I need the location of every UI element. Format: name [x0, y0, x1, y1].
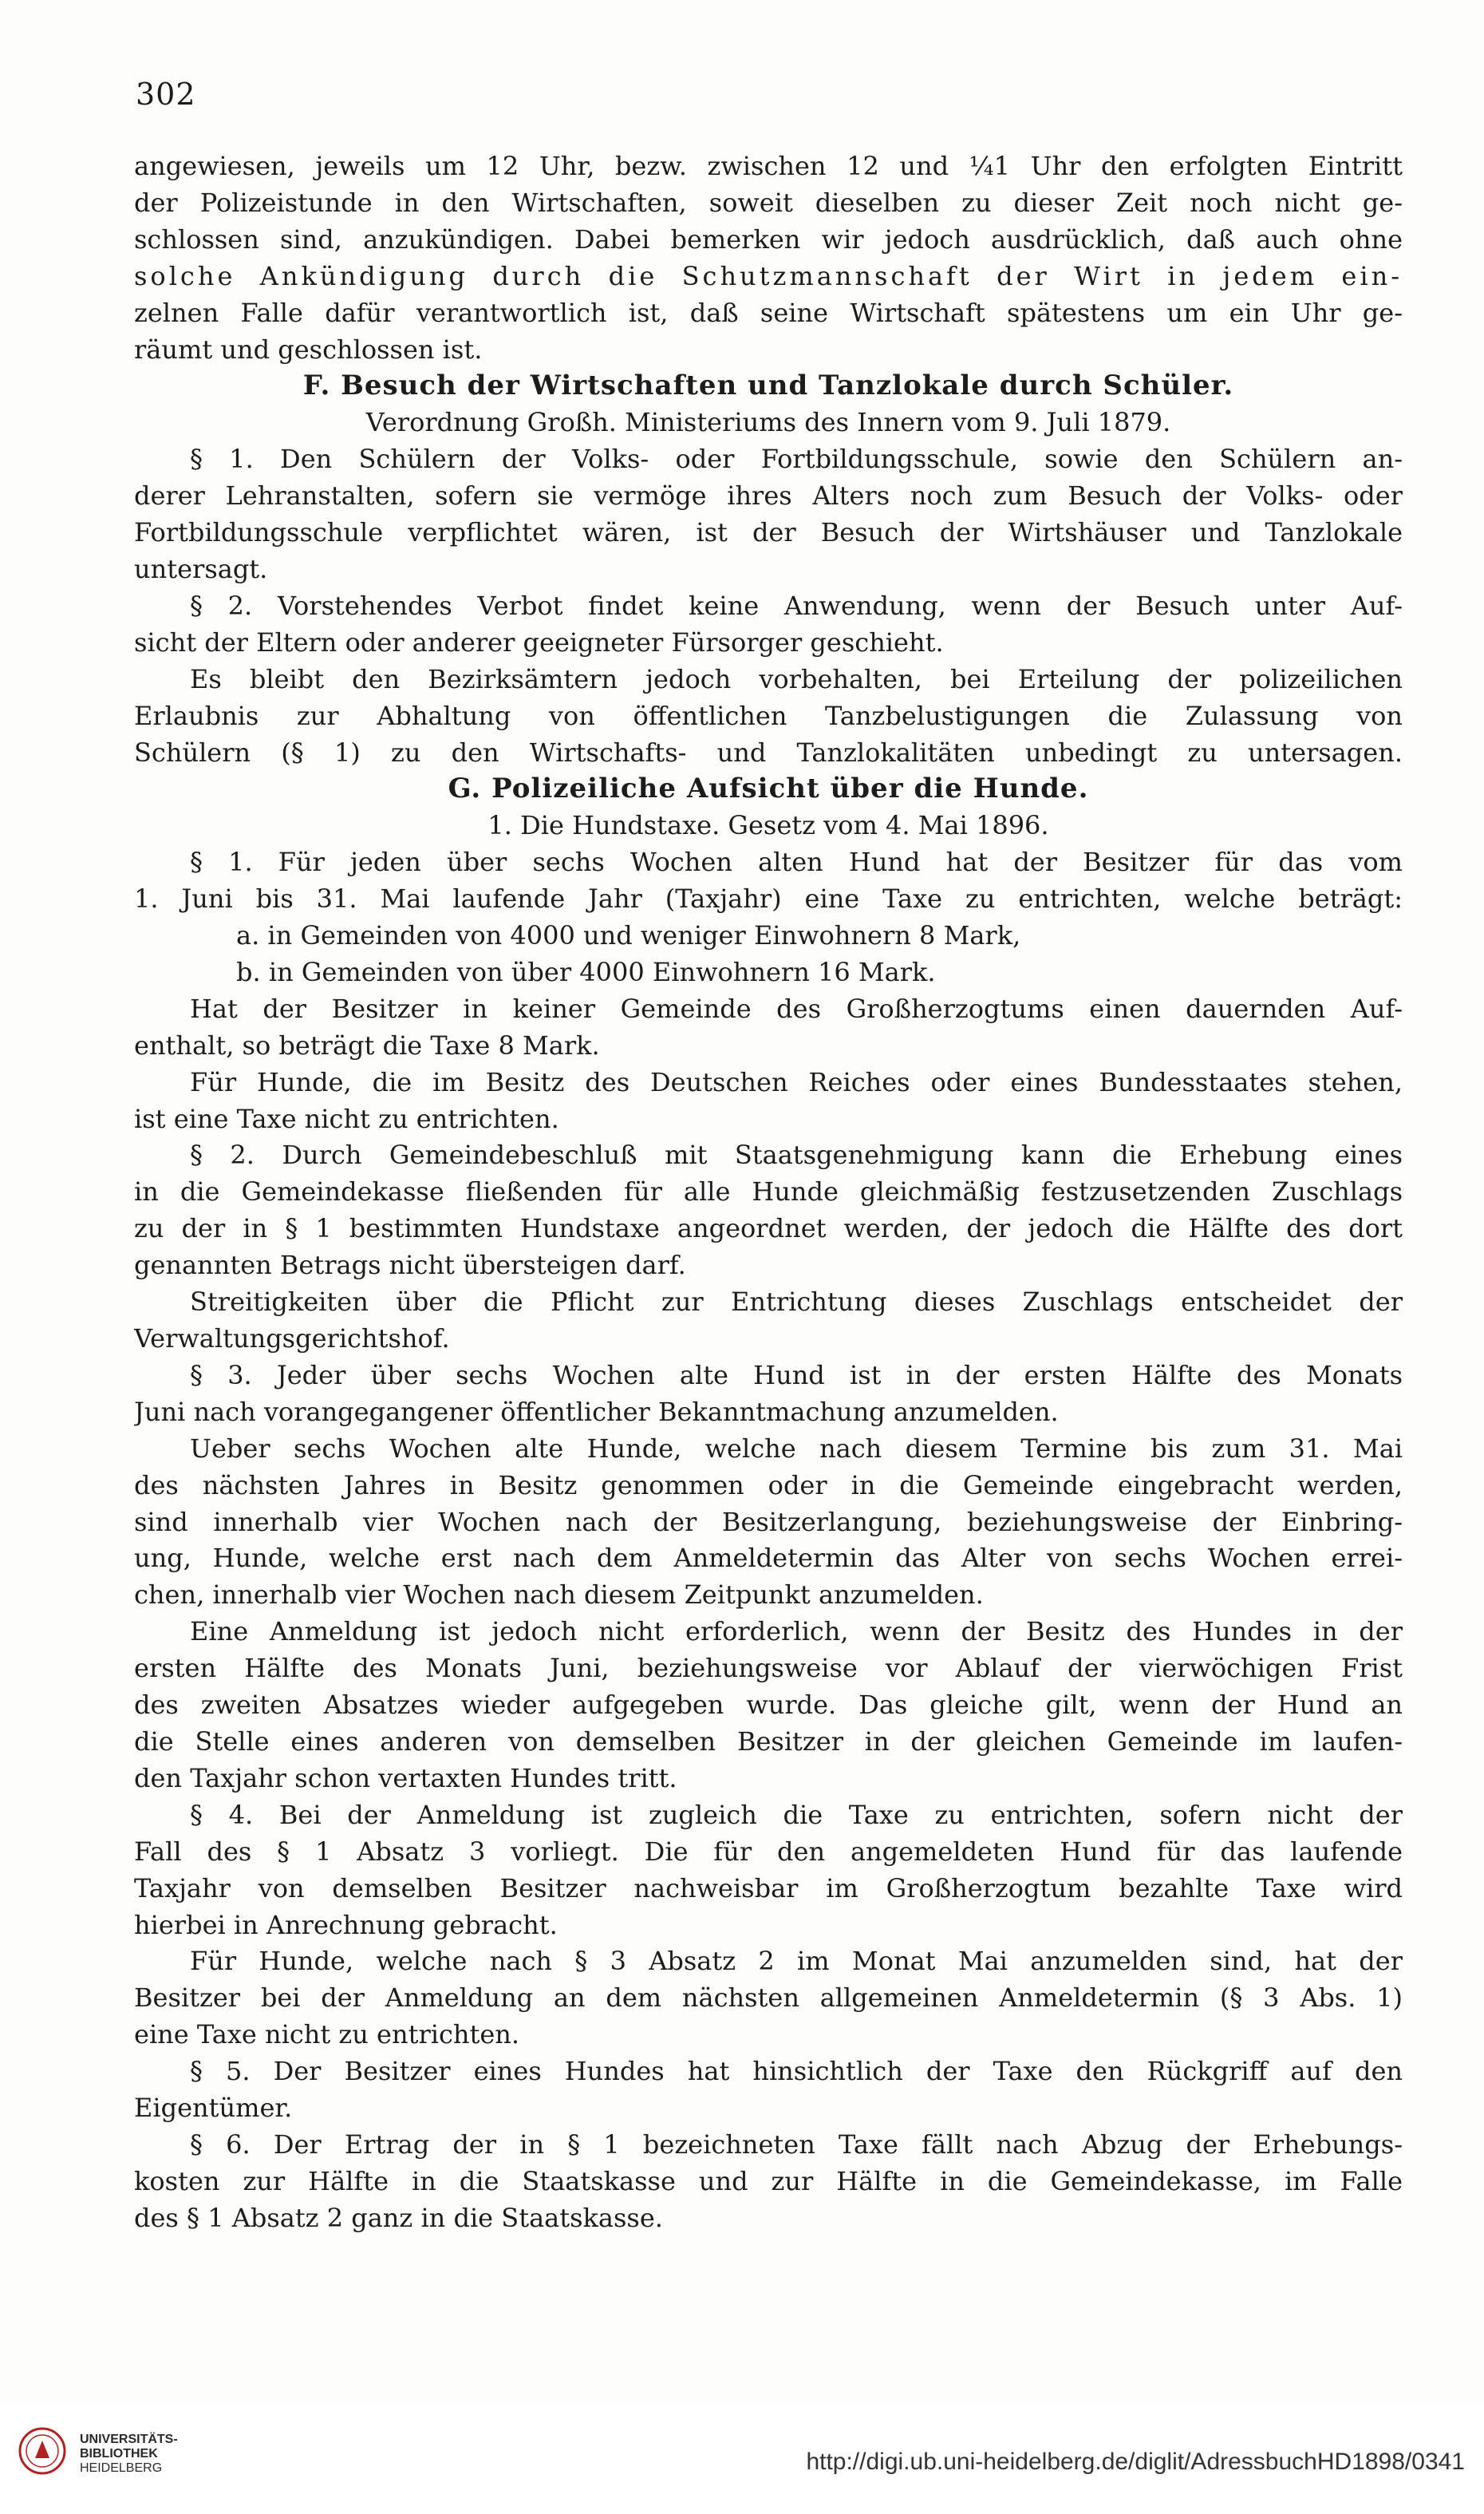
text-line: des nächsten Jahres in Besitz genommen oder in die Gemeinde eingebracht werden, — [134, 1469, 1403, 1500]
text-line: Eine Anmeldung ist jedoch nicht erforderlich, wenn der Besitz des Hundes in der — [190, 1616, 1403, 1647]
text-line: des zweiten Absatzes wieder aufgegeben wurde. Das gleiche gilt, wenn der Hund an — [134, 1690, 1403, 1721]
text-line: a. in Gemeinden von 4000 und weniger Einwohnern 8 Mark, — [236, 920, 1021, 951]
library-logo-text — [80, 2433, 178, 2476]
text-line: zelnen Falle dafür verantwortlich ist, daß seine Wirtschaft spätestens um ein Uhr ge- — [134, 297, 1403, 328]
logo-line: UNIVERSITÄTS- — [80, 2433, 178, 2446]
text-line: kosten zur Hälfte in die Staatskasse und zur Hälfte in die Gemeindekasse, im Falle — [134, 2165, 1403, 2196]
text-line: 1. Juni bis 31. Mai laufende Jahr (Taxjahr) eine Taxe zu entrichten, welche beträgt: — [134, 883, 1403, 915]
footer-bar — [0, 2402, 1484, 2514]
page-text — [134, 148, 1403, 2237]
text-line: ersten Hälfte des Monats Juni, beziehungsweise vor Ablauf der vierwöchigen Frist — [134, 1653, 1403, 1684]
text-line: enthalt, so beträgt die Taxe 8 Mark. — [134, 1030, 600, 1061]
text-line: sicht der Eltern oder anderer geeigneter Fürsorger geschieht. — [134, 627, 944, 658]
text-line: den Taxjahr schon vertaxten Hundes tritt. — [134, 1762, 677, 1793]
source-url-link[interactable]: http://digi.ub.uni-heidelberg.de/diglit/AdressbuchHD1898/0341 — [806, 2449, 1465, 2475]
text-line: ist eine Taxe nicht zu entrichten. — [134, 1103, 559, 1134]
text-line: § 3. Jeder über sechs Wochen alte Hund ist in der ersten Hälfte des Monats — [190, 1359, 1403, 1390]
text-line: Taxjahr von demselben Besitzer nachweisbar im Großherzogtum bezahlte Taxe wird — [134, 1872, 1403, 1903]
text-line: Schülern (§ 1) zu den Wirtschafts- und Tanzlokalitäten unbedingt zu untersagen. — [134, 737, 1403, 768]
section-heading: F. Besuch der Wirtschaften und Tanzlokale durch Schüler. — [302, 370, 1234, 402]
text-line: zu der in § 1 bestimmten Hundstaxe angeordnet werden, der jedoch die Hälfte des dort — [134, 1213, 1403, 1244]
text-line: § 2. Vorstehendes Verbot findet keine Anwendung, wenn der Besuch unter Auf- — [190, 590, 1403, 621]
section-subheading: 1. Die Hundstaxe. Gesetz vom 4. Mai 1896. — [487, 810, 1049, 841]
text-line: Fortbildungsschule verpflichtet wären, ist der Besuch der Wirtshäuser und Tanzlokale — [134, 517, 1403, 548]
text-line: des § 1 Absatz 2 ganz in die Staatskasse. — [134, 2202, 663, 2233]
text-line: untersagt. — [134, 553, 268, 584]
text-line: Fall des § 1 Absatz 3 vorliegt. Die für den angemeldeten Hund für das laufende — [134, 1836, 1403, 1867]
text-line: b. in Gemeinden von über 4000 Einwohnern 16 Mark. — [236, 956, 936, 987]
text-line: derer Lehranstalten, sofern sie vermöge ihres Alters noch zum Besuch der Volks- oder — [134, 480, 1403, 512]
text-line: § 1. Für jeden über sechs Wochen alten Hund hat der Besitzer für das vom — [190, 847, 1403, 878]
text-line: die Stelle eines anderen von demselben Besitzer in der gleichen Gemeinde im laufen- — [134, 1725, 1403, 1757]
text-line: eine Taxe nicht zu entrichten. — [134, 2019, 520, 2050]
text-line: Erlaubnis zur Abhaltung von öffentlichen Tanzbelustigungen die Zulassung von — [134, 700, 1403, 731]
university-seal-icon — [18, 2426, 67, 2476]
text-line: hierbei in Anrechnung gebracht. — [134, 1909, 558, 1940]
text-line: Hat der Besitzer in keiner Gemeinde des Großherzogtums einen dauernden Auf- — [190, 993, 1403, 1024]
text-line: Besitzer bei der Anmeldung an dem nächsten allgemeinen Anmeldetermin (§ 3 Abs. 1) — [134, 1982, 1403, 2014]
text-line: in die Gemeindekasse fließenden für alle Hunde gleichmäßig festzusetzenden Zuschlags — [134, 1176, 1403, 1208]
section-subheading: Verordnung Großh. Ministeriums des Innern vom 9. Juli 1879. — [365, 407, 1171, 438]
text-line: § 1. Den Schülern der Volks- oder Fortbildungsschule, sowie den Schülern an- — [190, 444, 1403, 475]
section-heading: G. Polizeiliche Aufsicht über die Hunde. — [448, 773, 1089, 805]
text-line: § 6. Der Ertrag der in § 1 bezeichneten Taxe fällt nach Abzug der Erhebungs- — [190, 2129, 1403, 2160]
logo-line: BIBLIOTHEK — [80, 2447, 158, 2461]
text-line: Verwaltungsgerichtshof. — [134, 1323, 450, 1354]
text-line: Streitigkeiten über die Pflicht zur Entrichtung dieses Zuschlags entscheidet der — [190, 1287, 1403, 1318]
text-line: Es bleibt den Bezirksämtern jedoch vorbehalten, bei Erteilung der polizeilichen — [190, 663, 1403, 694]
text-line: der Polizeistunde in den Wirtschaften, soweit dieselben zu dieser Zeit noch nicht ge- — [134, 187, 1403, 218]
text-line: Juni nach vorangegangener öffentlicher Bekanntmachung anzumelden. — [134, 1396, 1059, 1427]
text-line: chen, innerhalb vier Wochen nach diesem Zeitpunkt anzumelden. — [134, 1579, 984, 1611]
text-line: ung, Hunde, welche erst nach dem Anmeldetermin das Alter von sechs Wochen errei- — [134, 1543, 1403, 1574]
text-line: genannten Betrags nicht übersteigen darf. — [134, 1250, 686, 1281]
logo-line: HEIDELBERG — [80, 2461, 163, 2475]
text-line: Für Hunde, welche nach § 3 Absatz 2 im Monat Mai anzumelden sind, hat der — [190, 1946, 1403, 1977]
text-line: schlossen sind, anzukündigen. Dabei bemerken wir jedoch ausdrücklich, daß auch ohne — [134, 223, 1403, 255]
text-line: § 4. Bei der Anmeldung ist zugleich die Taxe zu entrichten, sofern nicht der — [190, 1799, 1403, 1830]
page-number: 302 — [136, 77, 196, 112]
text-line: § 5. Der Besitzer eines Hundes hat hinsichtlich der Taxe den Rückgriff auf den — [190, 2056, 1403, 2087]
text-line: sind innerhalb vier Wochen nach der Besitzerlangung, beziehungsweise der Einbring- — [134, 1506, 1403, 1537]
text-line: solche Ankündigung durch die Schutzmannschaft der Wirt in jedem ein- — [134, 260, 1403, 291]
text-line: Eigentümer. — [134, 2093, 293, 2124]
text-line: Für Hunde, die im Besitz des Deutschen Reiches oder eines Bundesstaates stehen, — [190, 1066, 1403, 1097]
text-line: § 2. Durch Gemeindebeschluß mit Staatsgenehmigung kann die Erhebung eines — [190, 1140, 1403, 1171]
text-line: Ueber sechs Wochen alte Hunde, welche nach diesem Termine bis zum 31. Mai — [190, 1433, 1403, 1464]
text-line: angewiesen, jeweils um 12 Uhr, bezw. zwischen 12 und ¼1 Uhr den erfolgten Eintritt — [134, 151, 1403, 181]
text-line: räumt und geschlossen ist. — [134, 334, 483, 365]
